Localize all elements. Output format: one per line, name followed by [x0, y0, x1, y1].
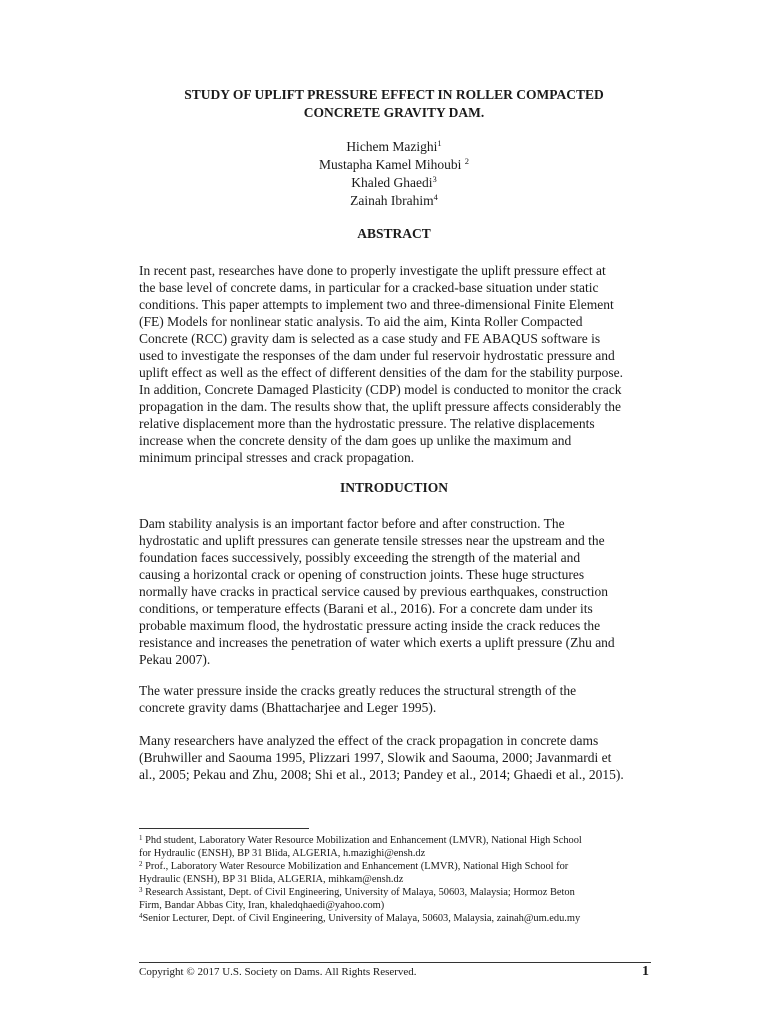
text-line: probable maximum flood, the hydrostatic pressure acting inside the crack reduces the [139, 618, 601, 633]
text-line: the base level of concrete dams, in particular for a cracked-base situation under static [139, 280, 599, 295]
footnote-line [139, 834, 651, 847]
footnote-text: Phd student, Laboratory Water Resource Mobilization and Enhancement (LMVR), National High School [142, 835, 582, 846]
text-line: propagation in the dam. The results show that, the uplift pressure affects considerably the [139, 399, 621, 414]
text-line: increase when the concrete density of the dam goes up unlike the maximum and [139, 433, 572, 448]
text-line: used to investigate the responses of the dam under ful reservoir hydrostatic pressure and [139, 348, 615, 363]
text-line: foundation faces successively, possibly exceeding the strength of the material and [139, 550, 581, 565]
footnote-text: Senior Lecturer, Dept. of Civil Engineering, University of Malaya, 50603, Malaysia, zainah@um.edu.my [142, 913, 581, 924]
footnote-line [139, 912, 651, 925]
title-line: STUDY OF UPLIFT PRESSURE EFFECT IN ROLLER COMPACTED [184, 87, 604, 102]
footnote-text: Research Assistant, Dept. of Civil Engineering, University of Malaya, 50603, Malaysia; Hormoz Beton [142, 887, 575, 898]
author [120, 156, 668, 174]
footnote-line [139, 873, 651, 886]
text-line: (FE) Models for nonlinear static analysis. To aid the aim, Kinta Roller Compacted [139, 314, 583, 329]
footnote-line [139, 847, 651, 860]
text-line: concrete gravity dams (Bhattacharjee and Leger 1995). [139, 700, 437, 715]
footnote-mark: 2 [139, 860, 143, 868]
text-line: hydrostatic and uplift pressures can generate tensile stresses near the upstream and the [139, 533, 605, 548]
text-line: (Bruhwiller and Saouma 1995, Plizzari 1997, Slowik and Saouma, 2000; Javanmardi et [139, 750, 612, 765]
author-list [120, 138, 668, 210]
text-line: Pekau 2007). [139, 652, 211, 667]
footnote-mark: 1 [139, 834, 143, 842]
footnote-text: for Hydraulic (ENSH), BP 31 Blida, ALGERIA, h.mazighi@ensh.dz [139, 848, 426, 859]
introduction-paragraph-3 [139, 732, 649, 783]
text-line: al., 2005; Pekau and Zhu, 2008; Shi et al., 2013; Pandey et al., 2014; Ghaedi et al., 2015). [139, 767, 624, 782]
footnote-separator [139, 828, 309, 829]
author [120, 138, 668, 156]
text-line: Concrete (RCC) gravity dam is selected as a case study and FE ABAQUS software is [139, 331, 601, 346]
author-name: Zainah Ibrahim [350, 193, 434, 208]
footnote-line [139, 860, 651, 873]
footnote-mark: 4 [139, 912, 143, 920]
abstract-heading: ABSTRACT [357, 226, 431, 241]
paper-title [120, 86, 668, 122]
introduction-paragraph-1 [139, 515, 649, 668]
author-name: Mustapha Kamel Mihoubi [318, 157, 465, 172]
author-affiliation-mark: 4 [433, 192, 438, 202]
text-line: Many researchers have analyzed the effect of the crack propagation in concrete dams [139, 733, 599, 748]
text-line: Dam stability analysis is an important factor before and after construction. The [139, 516, 565, 531]
footnote-text: Hydraulic (ENSH), BP 31 Blida, ALGERIA, mihkam@ensh.dz [139, 874, 404, 885]
footnote-text: Firm, Bandar Abbas City, Iran, khaledqhaedi@yahoo.com) [139, 900, 385, 911]
text-line: conditions. This paper attempts to implement two and three-dimensional Finite Element [139, 297, 614, 312]
footnote-text: Prof., Laboratory Water Resource Mobilization and Enhancement (LMVR), National High School for [142, 861, 569, 872]
author-affiliation-mark: 2 [464, 156, 470, 166]
introduction-paragraph-2 [139, 682, 649, 716]
footnotes [139, 834, 651, 925]
author [120, 174, 668, 192]
text-line: resistance and increases the penetration of water which exerts a uplift pressure (Zhu and [139, 635, 615, 650]
footnote-mark: 3 [139, 886, 143, 894]
text-line: The water pressure inside the cracks greatly reduces the structural strength of the [139, 683, 577, 698]
author-name: Khaled Ghaedi [351, 175, 433, 190]
text-line: In recent past, researches have done to properly investigate the uplift pressure effect at [139, 263, 606, 278]
text-line: uplift effect as well as the effect of different densities of the dam for the stability purpose. [139, 365, 623, 380]
author [120, 192, 668, 210]
text-line: conditions, or temperature effects (Barani et al., 2016). For a concrete dam under its [139, 601, 593, 616]
text-line: normally have cracks in practical service caused by previous earthquakes, construction [139, 584, 608, 599]
author-name: Hichem Mazighi [346, 139, 438, 154]
author-affiliation-mark: 3 [432, 174, 437, 184]
page-number: 1 [642, 964, 649, 979]
footnote-line [139, 899, 651, 912]
introduction-heading: INTRODUCTION [339, 480, 448, 495]
text-line: relative displacement more than the hydrostatic pressure. The relative displacements [139, 416, 595, 431]
text-line: causing a horizontal crack or opening of construction joints. These huge structures [139, 567, 585, 582]
abstract-paragraph [139, 262, 649, 466]
page-footer [139, 966, 651, 978]
title-line: CONCRETE GRAVITY DAM. [303, 105, 485, 120]
text-line: minimum principal stresses and crack propagation. [139, 450, 415, 465]
footer-separator [139, 962, 651, 963]
footnote-line [139, 886, 651, 899]
author-affiliation-mark: 1 [437, 138, 442, 148]
copyright-notice: Copyright © 2017 U.S. Society on Dams. All Rights Reserved. [139, 966, 417, 978]
text-line: In addition, Concrete Damaged Plasticity (CDP) model is conducted to monitor the crack [139, 382, 622, 397]
